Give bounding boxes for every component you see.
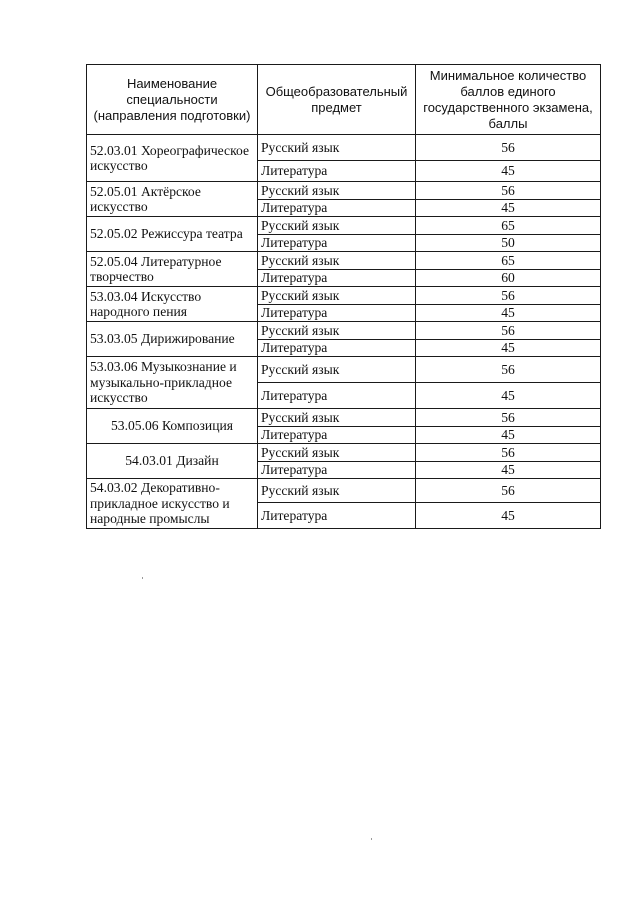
specialty-cell: 53.05.06 Композиция xyxy=(87,409,258,444)
table-row xyxy=(87,217,601,235)
subject-cell: Русский язык xyxy=(258,409,416,427)
score-cell: 65 xyxy=(416,252,601,270)
subject-cell: Литература xyxy=(258,270,416,287)
table-body xyxy=(87,135,601,529)
subject-cell: Русский язык xyxy=(258,135,416,161)
subject-cell: Литература xyxy=(258,235,416,252)
scan-artifact xyxy=(371,838,372,840)
subject-cell: Русский язык xyxy=(258,182,416,200)
subject-cell: Русский язык xyxy=(258,444,416,462)
table-header xyxy=(87,65,601,135)
score-cell: 56 xyxy=(416,357,601,383)
score-cell: 50 xyxy=(416,235,601,252)
min-scores-table xyxy=(86,64,601,529)
score-cell: 56 xyxy=(416,479,601,503)
score-cell: 45 xyxy=(416,161,601,182)
score-cell: 45 xyxy=(416,462,601,479)
specialty-cell: 53.03.05 Дирижирование xyxy=(87,322,258,357)
subject-cell: Русский язык xyxy=(258,252,416,270)
score-cell: 56 xyxy=(416,287,601,305)
subject-cell: Литература xyxy=(258,161,416,182)
header-min-score: Минимальное количество баллов единого государственного экзамена, баллы xyxy=(416,65,601,135)
specialty-cell: 52.03.01 Хореографическое искусство xyxy=(87,135,258,182)
specialty-cell: 54.03.02 Декоративно-прикладное искусство и народные промыслы xyxy=(87,479,258,529)
specialty-cell: 52.05.04 Литературное творчество xyxy=(87,252,258,287)
table-row xyxy=(87,322,601,340)
subject-cell: Русский язык xyxy=(258,357,416,383)
table-row xyxy=(87,444,601,462)
score-cell: 60 xyxy=(416,270,601,287)
specialty-cell: 52.05.02 Режиссура театра xyxy=(87,217,258,252)
header-subject: Общеобразовательный предмет xyxy=(258,65,416,135)
scan-artifact xyxy=(142,577,143,579)
score-cell: 45 xyxy=(416,427,601,444)
table-row xyxy=(87,252,601,270)
score-cell: 45 xyxy=(416,503,601,529)
header-specialty: Наименование специальности (направления подготовки) xyxy=(87,65,258,135)
subject-cell: Литература xyxy=(258,503,416,529)
score-cell: 56 xyxy=(416,409,601,427)
subject-cell: Русский язык xyxy=(258,287,416,305)
score-cell: 45 xyxy=(416,305,601,322)
specialty-cell: 53.03.06 Музыкознание и музыкально-прикладное искусство xyxy=(87,357,258,409)
table-row xyxy=(87,135,601,161)
score-cell: 56 xyxy=(416,135,601,161)
subject-cell: Русский язык xyxy=(258,479,416,503)
score-cell: 56 xyxy=(416,322,601,340)
score-cell: 45 xyxy=(416,200,601,217)
table-row xyxy=(87,182,601,200)
specialty-cell: 53.03.04 Искусство народного пения xyxy=(87,287,258,322)
table-row xyxy=(87,479,601,503)
table-row xyxy=(87,287,601,305)
subject-cell: Литература xyxy=(258,200,416,217)
subject-cell: Литература xyxy=(258,427,416,444)
score-cell: 56 xyxy=(416,444,601,462)
subject-cell: Литература xyxy=(258,340,416,357)
score-cell: 56 xyxy=(416,182,601,200)
table-row xyxy=(87,357,601,383)
table-row xyxy=(87,409,601,427)
subject-cell: Литература xyxy=(258,462,416,479)
score-cell: 45 xyxy=(416,383,601,409)
specialty-cell: 54.03.01 Дизайн xyxy=(87,444,258,479)
subject-cell: Русский язык xyxy=(258,322,416,340)
score-cell: 45 xyxy=(416,340,601,357)
subject-cell: Литература xyxy=(258,383,416,409)
subject-cell: Литература xyxy=(258,305,416,322)
specialty-cell: 52.05.01 Актёрское искусство xyxy=(87,182,258,217)
subject-cell: Русский язык xyxy=(258,217,416,235)
score-cell: 65 xyxy=(416,217,601,235)
